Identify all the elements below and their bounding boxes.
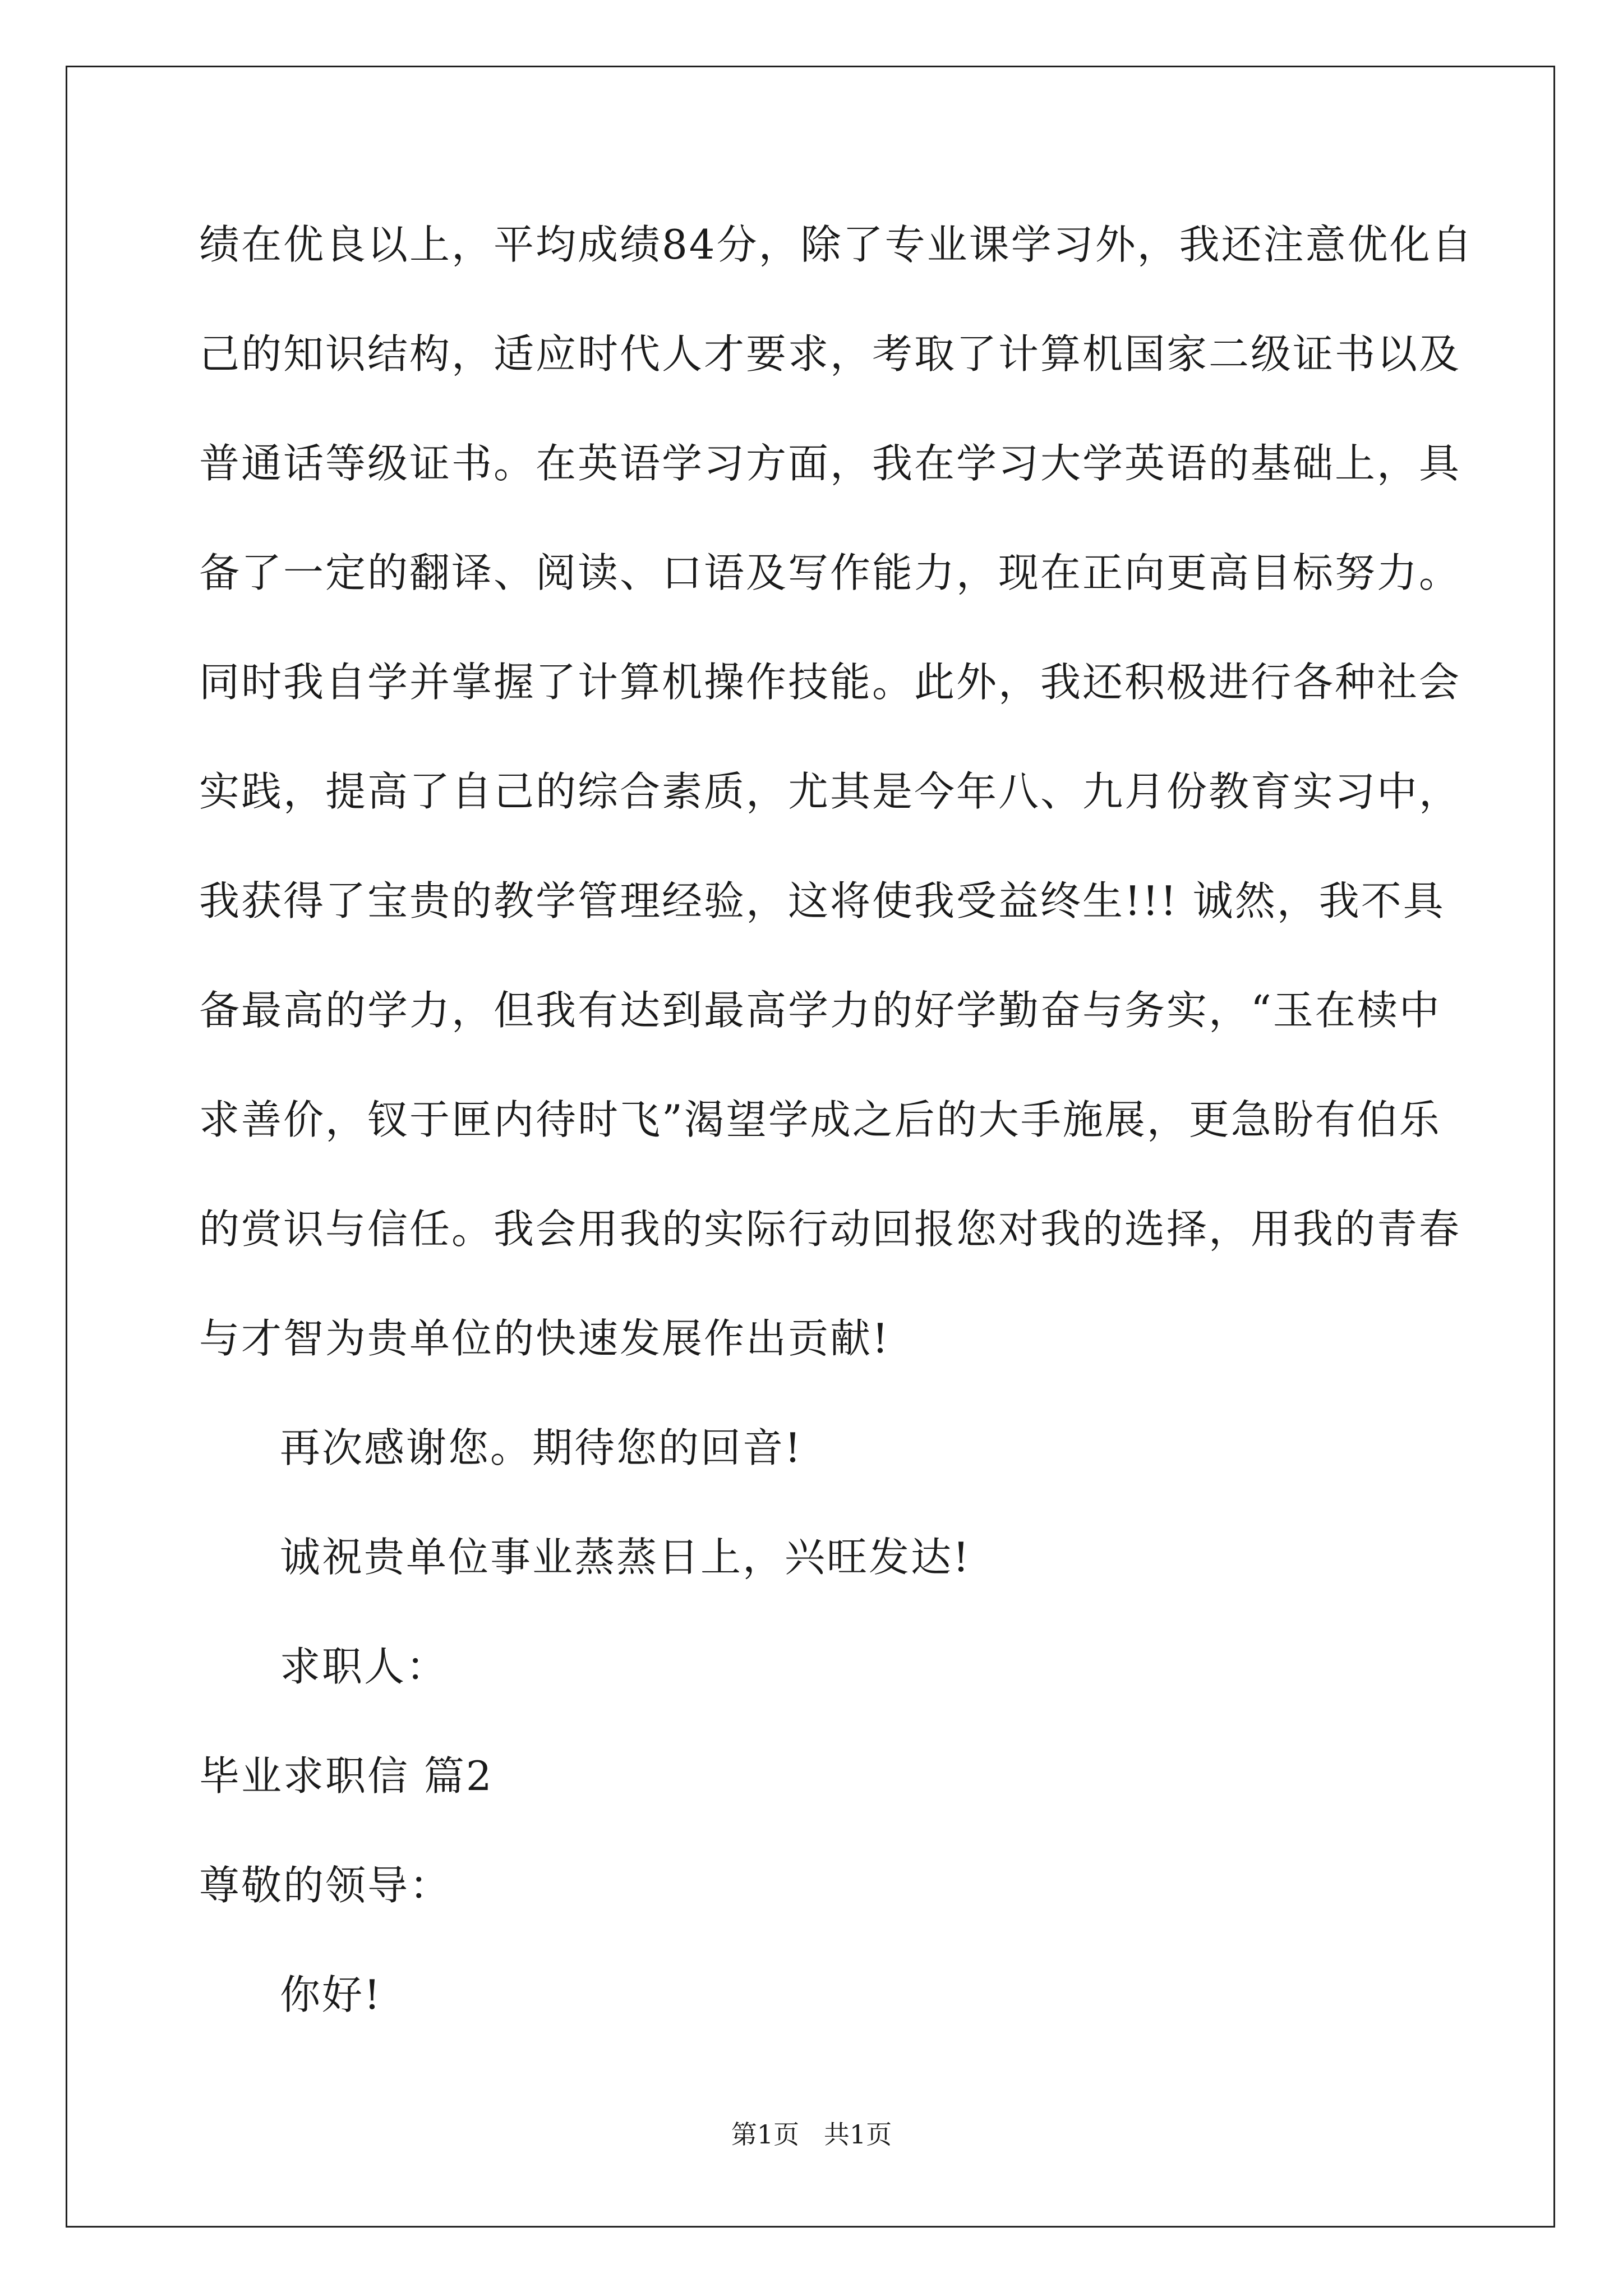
body-line: 备了一定的翻译、阅读、口语及写作能力，现在正向更高目标努力。 — [199, 549, 1461, 596]
body-line: 备最高的学力，但我有达到最高学力的好学勤奋与务实，“玉在椟中 — [199, 987, 1441, 1034]
body-line: 普通话等级证书。在英语学习方面，我在学习大学英语的基础上，具 — [199, 440, 1461, 487]
body-line: 己的知识结构，适应时代人才要求，考取了计算机国家二级证书以及 — [199, 330, 1461, 378]
body-line: 我获得了宝贵的教学管理经验，这将使我受益终生!!! 诚然，我不具 — [199, 877, 1445, 924]
body-line: 的赏识与信任。我会用我的实际行动回报您对我的选择，用我的青春 — [199, 1205, 1461, 1253]
closing-wishes-line: 诚祝贵单位事业蒸蒸日上，兴旺发达! — [280, 1534, 971, 1581]
section-heading: 毕业求职信 篇2 — [199, 1752, 494, 1800]
greeting-line: 你好! — [280, 1971, 382, 2018]
body-line: 同时我自学并掌握了计算机操作技能。此外，我还积极进行各种社会 — [199, 659, 1461, 706]
applicant-signature-line: 求职人： — [280, 1643, 449, 1690]
body-line: 与才智为贵单位的快速发展作出贡献! — [199, 1315, 890, 1362]
salutation-line: 尊敬的领导： — [199, 1862, 452, 1909]
closing-thanks-line: 再次感谢您。期待您的回音! — [280, 1424, 803, 1471]
body-line: 绩在优良以上，平均成绩84分，除了专业课学习外，我还注意优化自 — [199, 221, 1474, 268]
page-number-footer: 第1页 共1页 — [731, 2119, 892, 2150]
body-line: 实践，提高了自己的综合素质，尤其是今年八、九月份教育实习中， — [199, 768, 1461, 815]
body-line: 求善价，钗于匣内待时飞”渴望学成之后的大手施展，更急盼有伯乐 — [199, 1096, 1441, 1143]
